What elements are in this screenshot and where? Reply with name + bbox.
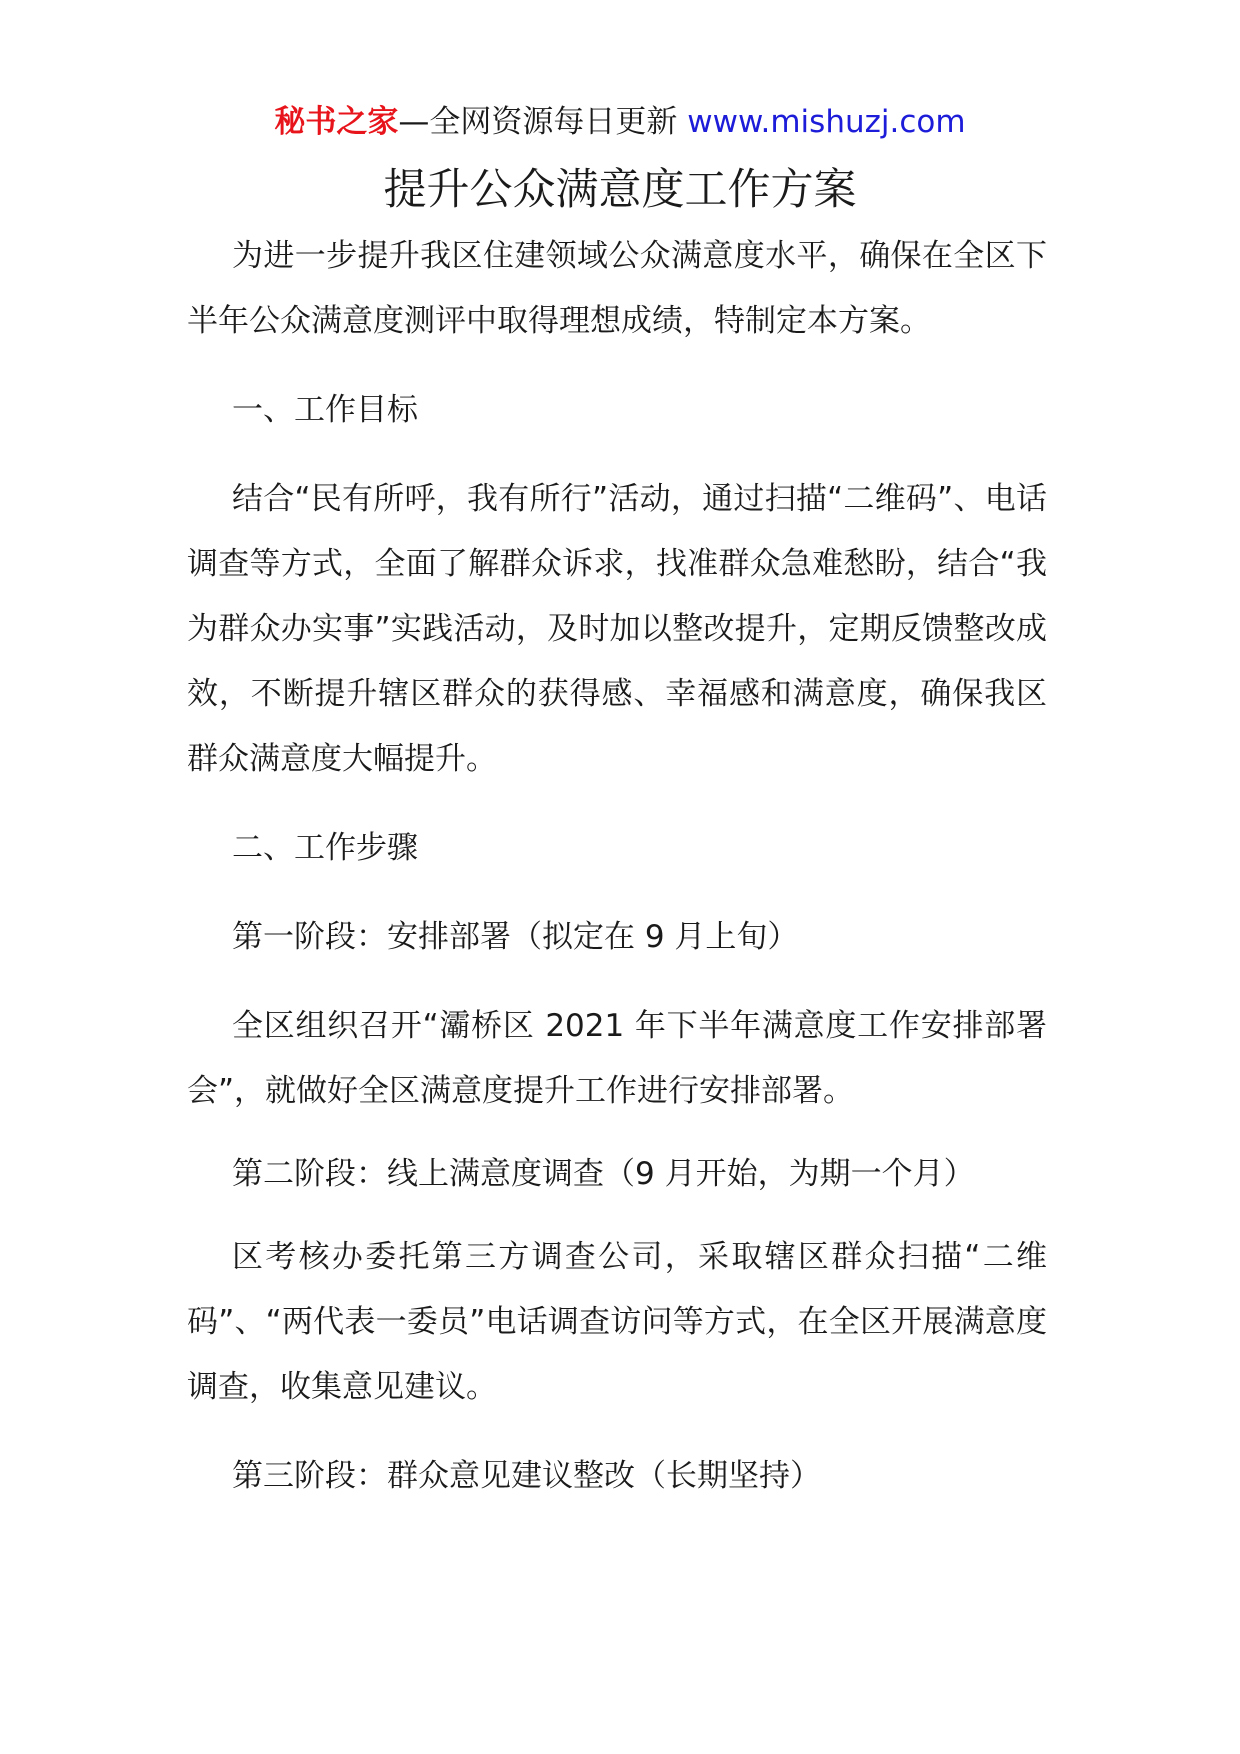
brand-name: 秘书之家 <box>274 104 399 140</box>
stage1-paragraph: 全区组织召开“灞桥区 2021 年下半年满意度工作安排部署会”，就做好全区满意度提升工作进行安排部署。 <box>187 1008 1047 1109</box>
site-banner <box>0 100 1240 144</box>
site-url-link[interactable]: www.mishuzj.com <box>687 104 966 140</box>
brand-slogan: —全网资源每日更新 <box>398 104 678 140</box>
document-title: 提升公众满意度工作方案 <box>383 165 857 215</box>
document-body <box>187 224 1047 1509</box>
intro-paragraph: 为进一步提升我区住建领域公众满意度水平，确保在全区下半年公众满意度测评中取得理想成绩，特制定本方案。 <box>187 238 1047 339</box>
goals-paragraph: 结合“民有所呼，我有所行”活动，通过扫描“二维码”、电话调查等方式，全面了解群众诉求，找准群众急难愁盼，结合“我为群众办实事”实践活动，及时加以整改提升，定期反馈整改成效，不断提升辖区群众的获得感、幸福感和满意度，确保我区群众满意度大幅提升。 <box>187 481 1047 777</box>
stage2-heading: 第二阶段：线上满意度调查（9 月开始，为期一个月） <box>232 1156 975 1192</box>
stage1-heading: 第一阶段：安排部署（拟定在 9 月上旬） <box>232 919 799 955</box>
section-heading-goals: 一、工作目标 <box>232 392 418 428</box>
section-heading-steps: 二、工作步骤 <box>232 830 418 866</box>
stage2-paragraph: 区考核办委托第三方调查公司，采取辖区群众扫描“二维码”、“两代表一委员”电话调查访问等方式，在全区开展满意度调查，收集意见建议。 <box>187 1239 1047 1405</box>
stage3-heading: 第三阶段：群众意见建议整改（长期坚持） <box>232 1458 821 1494</box>
